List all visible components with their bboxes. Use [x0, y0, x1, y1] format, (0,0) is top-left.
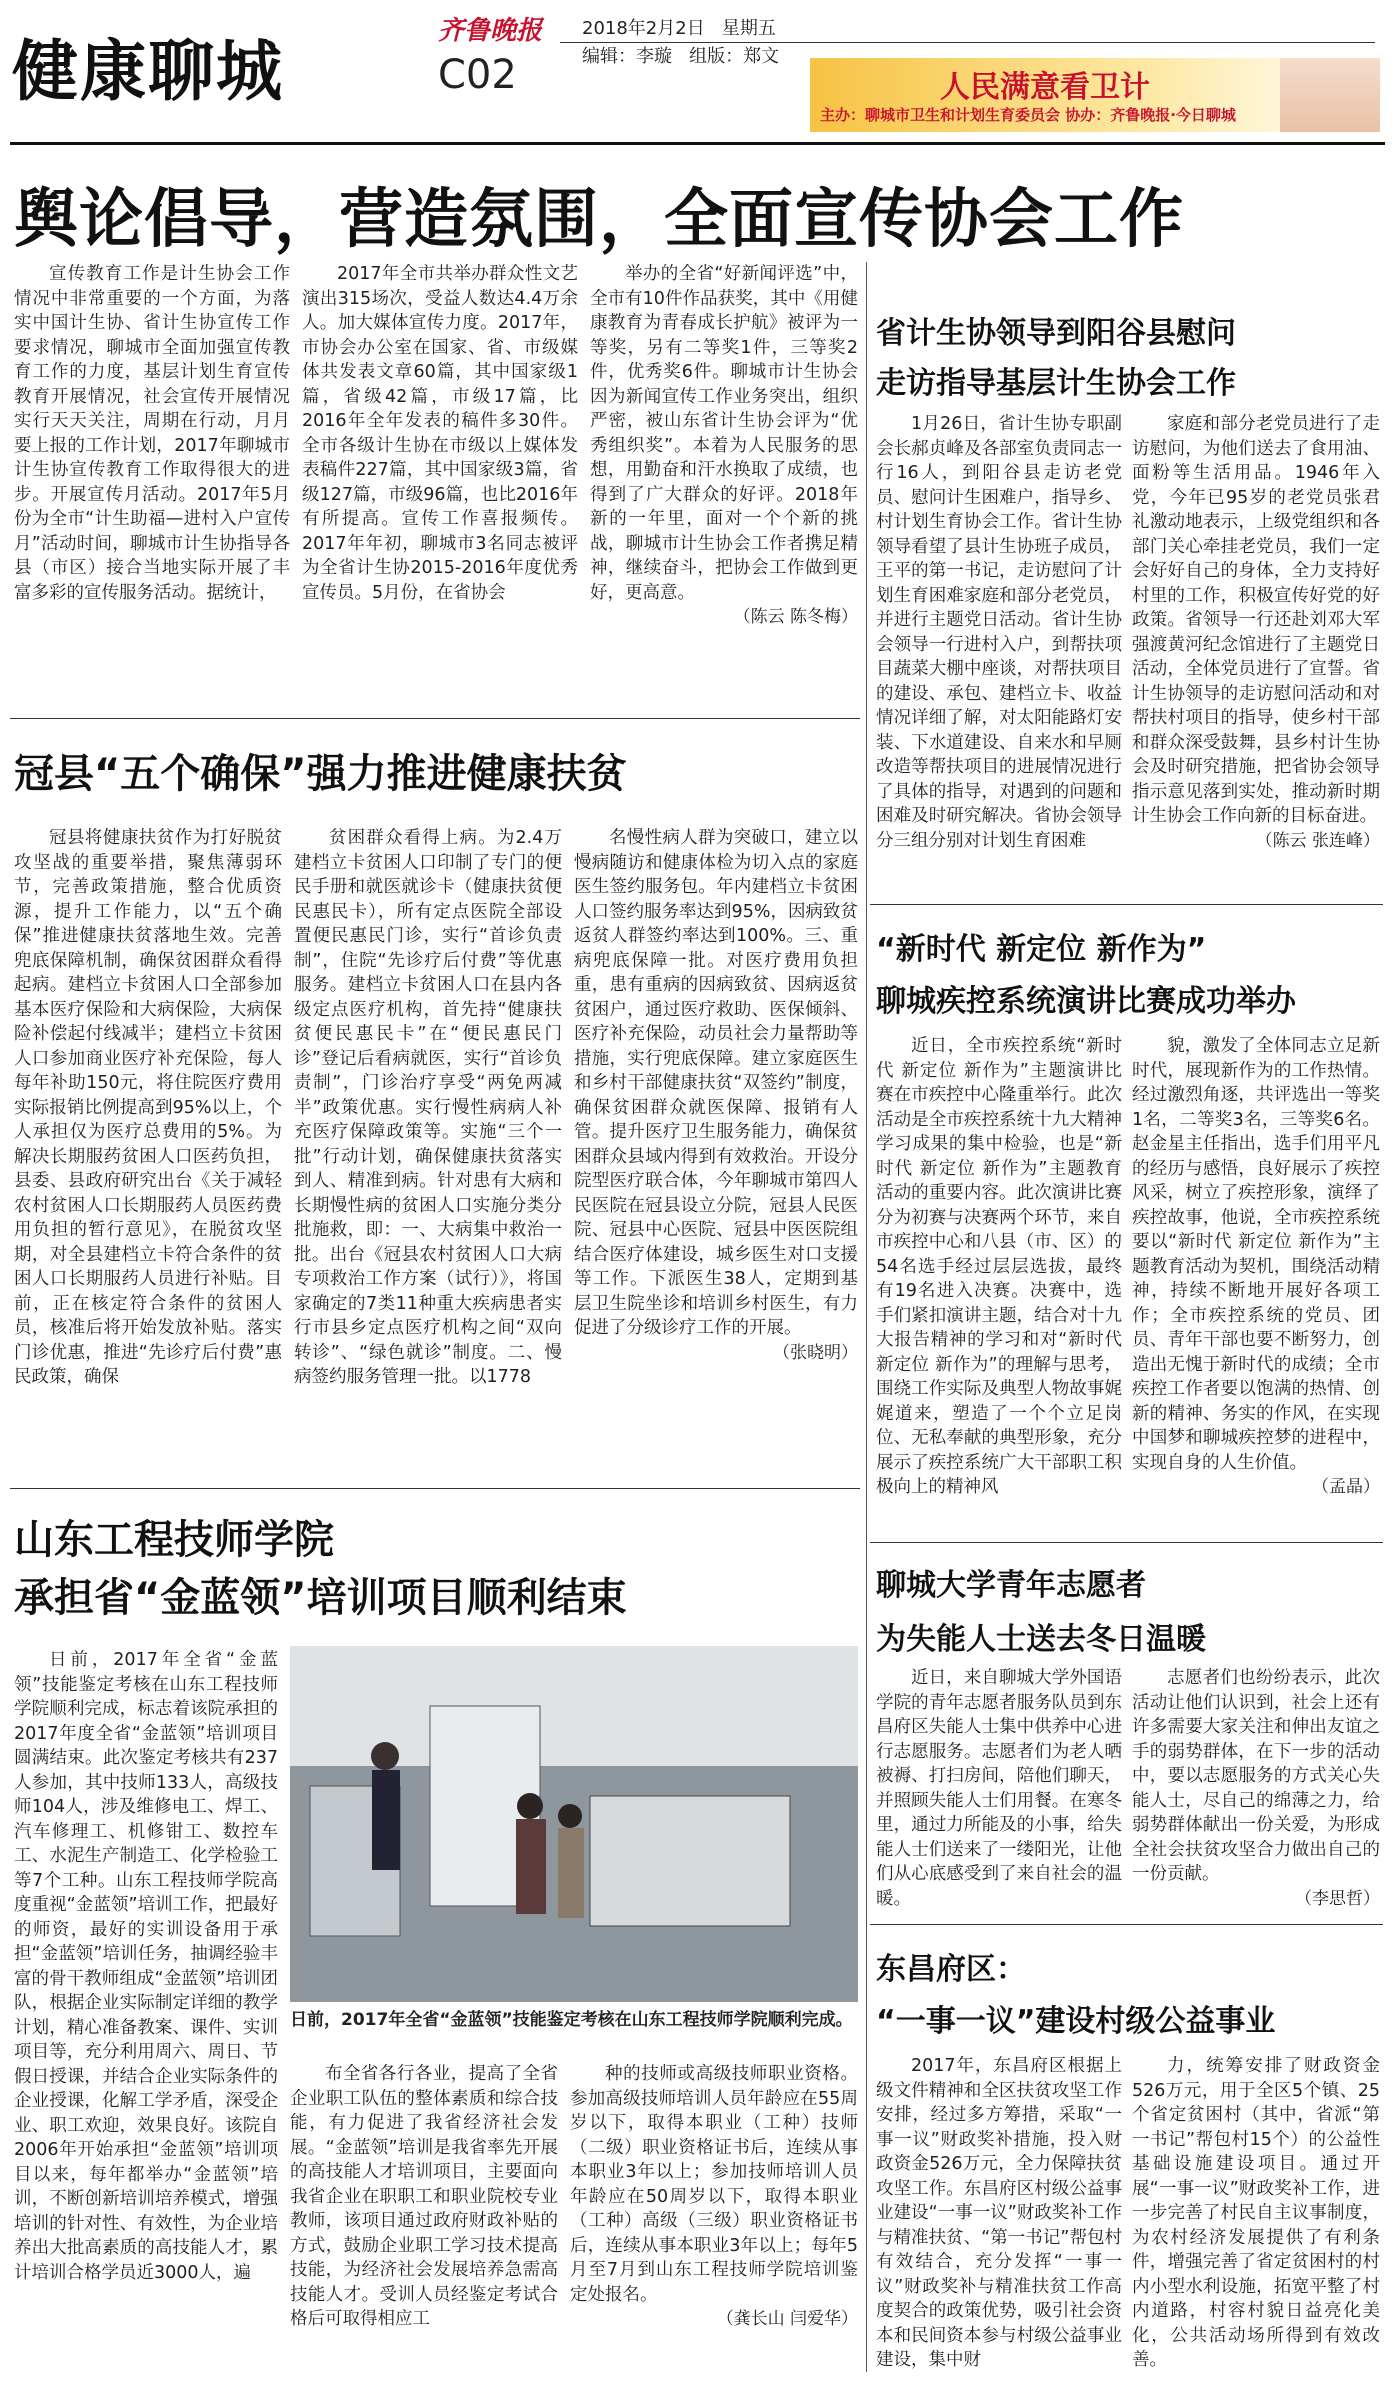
article6-byline: （李思哲） — [1295, 1888, 1380, 1909]
article1-column-2 — [302, 262, 578, 605]
article2-text-1: 冠县将健康扶贫作为打好脱贫攻坚战的重要举措，聚焦薄弱环节，完善政策措施，整合优质资源，提升工作能力，以“五个确保”推进健康扶贫落地生效。完善兜底保障机制，确保贫困群众看得起病。建档立卡贫困人口全部参加基本医疗保险和大病保险，大病保险补偿起付线减半；建档立卡贫困人口参加商业医疗补充保险，每人每年补助150元，将住院医疗费用实际报销比例提高到95%以上，个人承担仅为医疗总费用的5%。为解决长期服药贫困人口医药负担，县委、县政府研究出台《关于减轻农村贫困人口长期服药人员医药费用负担的暂行意见》，在脱贫攻坚期，对全县建档立卡符合条件的贫困人口长期服药人员进行补贴。目前，正在核定符合条件的贫困人员，核准后将开始发放补贴。落实门诊优惠，推进“先诊疗后付费”惠民政策，确保 — [14, 828, 282, 1387]
article5-text-1: 近日，全市疾控系统“新时代 新定位 新作为”主题演讲比赛在市疾控中心隆重举行。此次活动是全市疾控系统十九大精神学习成果的集中检验，也是“新时代 新定位 新作为”主题教育活动的重要内容。此次演讲比赛分为初赛与决赛两个环节，来自市疾控中心和八县（市、区）的54名选手经过层层选拔，最终有19名进入决赛。决赛中，选手们紧扣演讲主题，结合对十九大报告精神的学习和对“新时代 新定位 新作为”的理解与思考，围绕工作实际及典型人物故事娓娓道来，塑造了一个个立足岗位、无私奉献的典型形象，充分展示了疾控系统广大干部职工积极向上的精神风 — [876, 1036, 1122, 1497]
article4-headline-2: 走访指导基层计生协会工作 — [876, 366, 1236, 401]
article5-byline: （孟晶） — [1312, 1477, 1380, 1497]
article3-text-3: 种的技师或高级技师职业资格。参加高级技师培训人员年龄应在55周岁以下，取得本职业（工种）技师（二级）职业资格证书后，连续从事本职业3年以上；参加技师培训人员年龄应在50周岁以下，取得本职业（工种）高级（三级）职业资格证书后，连续从事本职业3年以上；每年5月至7月到山东工程技师学院培训鉴定处报名。 — [570, 2064, 858, 2305]
article3-text-2: 布全省各行各业，提高了全省企业职工队伍的整体素质和综合技能，有力促进了我省经济社会发展。“金蓝领”培训是我省率先开展的高技能人才培训项目，主要面向我省企业在职职工和职业院校专业教师，该项目通过政府财政补贴的方式，鼓励企业职工学习技术提高技能，为经济社会发展培养急需高技能人才。受训人员经鉴定考试合格后可取得相应工 — [290, 2064, 558, 2329]
article7-headline-2: “一事一议”建设村级公益事业 — [876, 2004, 1276, 2039]
article2-headline: 冠县“五个确保”强力推进健康扶贫 — [14, 751, 627, 797]
brand-title: 健康聊城 — [12, 33, 284, 110]
issue-date: 2018年2月2日 — [582, 18, 705, 39]
article5-headline-1: “新时代 新定位 新作为” — [876, 932, 1207, 967]
page-number: C02 — [438, 52, 517, 98]
issue-weekday: 星期五 — [721, 18, 776, 39]
article4-text-2: 家庭和部分老党员进行了走访慰问，为他们送去了食用油、面粉等生活用品。1946年入党，今年已95岁的老党员张君礼激动地表示，上级党组织和各部门关心牵挂老党员，我们一定会好好自己的身体，全力支持好村里的工作，积极宣传好党的好政策。省领导一行还赴刘邓大军强渡黄河纪念馆进行了主题党日活动，全体党员进行了宣誓。省计生协领导的走访慰问活动和对帮扶村项目的指导，使乡村干部和群众深受鼓舞，县乡村计生协会及时研究措施，把省协会领导指示意见落到实处，推动新时期计生协会工作向新的目标奋进。 — [1132, 414, 1380, 826]
photo-caption: 日前，2017年全省“金蓝领”技能鉴定考核在山东工程技师学院顺利完成。 — [290, 2010, 853, 2030]
article7-headline-1: 东昌府区： — [876, 1952, 1026, 1987]
article7-text-2: 力，统筹安排了财政资金526万元，用于全区5个镇、25个省定贫困村（其中，省派“第一书记”帮包村15个）的公益性基础设施建设项目。通过开展“一事一议”财政奖补工作，进一步完善了村民自主议事制度，为农村经济发展提供了有利条件，增强完善了省定贫困村的村内小型水利设施，拓宽平整了村内道路，村容村貌日益亮化美化，公共活动场所得到有效改善。 — [1132, 2056, 1380, 2370]
article1-text-2: 2017年全市共举办群众性文艺演出315场次，受益人数达4.4万余人。加大媒体宣传力度。2017年，市协会办公室在国家、省、市级媒体共发表文章60篇，其中国家级1篇，省级42篇，市级17篇，比2016年全年发表的稿件多30件。全市各级计生协在市级以上媒体发表稿件227篇，其中国家级3篇，省级127篇，市级96篇，也比2016年有所提高。宣传工作喜报频传。2017年年初，聊城市3名同志被评为全省计生协2015-2016年度优秀宣传员。5月份，在省协会 — [302, 264, 578, 603]
article4-text-1: 1月26日，省计生协专职副会长郝贞峰及各部室负责同志一行16人，到阳谷县走访老党员、慰问计生困难户，指导乡、村计划生育协会工作。省计生协领导看望了县计生协班子成员，王平的第一书记，走访慰问了计划生育困难家庭和部分老党员，并进行主题党日活动。省计生协会领导一行进村入户，到帮扶项目蔬菜大棚中座谈，对帮扶项目的建设、承包、建档立卡、收益情况详细了解，对太阳能路灯安装、下水道建设、自来水和早厕改造等帮扶项目的进展情况进行了具体的指导，对遇到的问题和困难及时研究解决。省协会领导分三组分别对计划生育困难 — [876, 414, 1122, 851]
article1-column-3 — [590, 262, 858, 630]
masthead-rule — [10, 142, 1385, 145]
article5-column-2 — [1132, 1034, 1380, 1500]
article2-column-1 — [14, 826, 282, 1390]
article3-headline-2: 承担省“金蓝领”培训项目顺利结束 — [14, 1575, 627, 1621]
masthead-divider — [560, 42, 1375, 43]
article3-text-1: 日前，2017年全省“金蓝领”技能鉴定考核在山东工程技师学院顺利完成，标志着该院承担的2017年度全省“金蓝领”培训项目圆满结束。此次鉴定考核共有237人参加，其中技师133人，高级技师104人，涉及维修电工、焊工、汽车修理工、机修钳工、数控车工、水泥生产制造工、化学检验工等7个工种。山东工程技师学院高度重视“金蓝领”培训工作，把最好的师资，最好的实训设备用于承担“金蓝领”培训任务，抽调经验丰富的骨干教师组成“金蓝领”培训团队，根据企业实际制定详细的教学计划，精心准备教案、课件、实训项目等，充分利用周六、周日、节假日授课，并结合企业实际条件的企业授课，化解工学矛盾，深受企业、职工欢迎，效果良好。该院自2006年开始承担“金蓝领”培训项目以来，每年都举办“金蓝领”培训，不断创新培训培养模式，增强培训的针对性、有效性，为企业培养出大批高素质的高技能人才，累计培训合格学员近3000人，遍 — [14, 1650, 278, 2283]
article2-byline: （张晓明） — [773, 1342, 858, 1363]
article4-column-2 — [1132, 412, 1380, 853]
article3-column-2 — [290, 2062, 558, 2332]
nurse-image — [1280, 58, 1380, 132]
banner-subtitle: 主办：聊城市卫生和计划生育委员会 协办：齐鲁晚报·今日聊城 — [820, 106, 1236, 124]
article5-text-2: 貌，激发了全体同志立足新时代，展现新作为的工作热情。经过激烈角逐，共评选出一等奖1名，二等奖3名，三等奖6名。赵金星主任指出，选手们用平凡的经历与感悟，良好展示了疾控风采，树立了疾控形象，演绎了疾控故事，他说，全市疾控系统要以“新时代 新定位 新作为”主题教育活动为契机，围绕活动精神，持续不断地开展好各项工作；全市疾控系统的党员、团员、青年干部也要不断努力，创造出无愧于新时代的成绩；全市疾控工作者要以饱满的热情、创新的精神、务实的作风，在实现中国梦和聊城疾控梦的进程中，实现自身的人生价值。 — [1132, 1036, 1380, 1473]
article4-headline-1: 省计生协领导到阳谷县慰问 — [876, 316, 1236, 351]
article4-column-1 — [876, 412, 1122, 853]
divider — [870, 1924, 1383, 1925]
divider — [870, 1542, 1383, 1543]
article4-byline: （陈云 张连峰） — [1255, 830, 1380, 851]
article3-byline: （龚长山 闫爱华） — [716, 2309, 858, 2329]
article7-column-2 — [1132, 2054, 1380, 2373]
article2-column-3 — [574, 826, 858, 1365]
article6-headline-2: 为失能人士送去冬日温暖 — [876, 1622, 1206, 1657]
training-photo-scene — [290, 1646, 858, 2002]
article1-text-3: 举办的全省“好新闻评选”中，全市有10件作品获奖，其中《用健康教育为青春成长护航》被评为一等奖，另有二等奖1件，三等奖2件，优秀奖6件。聊城市计生协会因为新闻宣传工作业务突出，组织严密，被山东省计生协会评为“优秀组织奖”。本着为人民服务的思想，用勤奋和汗水换取了成绩，也得到了广大群众的好评。2018年新的一年里，面对一个个新的挑战，聊城市计生协会工作者携足精神，继续奋斗，把协会工作做到更好，更高意。 — [590, 264, 858, 603]
training-photo — [290, 1646, 858, 2002]
article5-column-1 — [876, 1034, 1122, 1500]
article6-text-2: 志愿者们也纷纷表示，此次活动让他们认识到，社会上还有许多需要大家关注和伸出友谊之手的弱势群体，在下一步的活动中，要以志愿服务的方式关心失能人士，尽自己的绵薄之力，给弱势群体献出一份关爱，为形成全社会扶贫攻坚合力做出自己的一份贡献。 — [1132, 1668, 1380, 1884]
article7-column-1 — [876, 2054, 1122, 2373]
newspaper-logo: 齐鲁晚报 — [438, 16, 543, 46]
article3-column-3 — [570, 2062, 858, 2332]
article2-text-2: 贫困群众看得上病。为2.4万建档立卡贫困人口印制了专门的便民手册和就医就诊卡（健康扶贫便民惠民卡），所有定点医院全部设置便民惠民门诊，实行“首诊负责制”，住院“先诊疗后付费”等优惠服务。建档立卡贫困人口在县内各级定点医疗机构，首先持“健康扶贫便民惠民卡”在“便民惠民门诊”登记后看病就医，实行“首诊负责制”，门诊治疗享受“两免两减半”政策优惠。实行慢性病病人补充医疗保障政策等。实施“三个一批”行动计划，确保健康扶贫落实到人、精准到病。针对患有大病和长期慢性病的贫困人口实施分类分批施救，即：一、大病集中救治一批。出台《冠县农村贫困人口大病专项救治工作方案（试行）》，将国家确定的7类11种重大疾病患者实行市县乡定点医疗机构之间“双向转诊”、“绿色就诊”制度。二、慢病签约服务管理一批。以1778 — [294, 828, 562, 1387]
article5-headline-2: 聊城疾控系统演讲比赛成功举办 — [876, 984, 1296, 1019]
article2-column-2 — [294, 826, 562, 1390]
article1-headline: 舆论倡导，营造氛围，全面宣传协会工作 — [14, 183, 1184, 257]
article3-column-1 — [14, 1648, 278, 2285]
issue-date-line — [582, 16, 776, 42]
divider — [10, 1488, 860, 1489]
article6-column-2 — [1132, 1666, 1380, 1911]
editor: 编辑：李璇 — [582, 46, 672, 67]
divider — [870, 904, 1383, 905]
article1-byline: （陈云 陈冬梅） — [733, 607, 858, 627]
article3-headline-1: 山东工程技师学院 — [14, 1517, 334, 1563]
divider — [10, 718, 860, 719]
layout-editor: 组版：郑文 — [689, 46, 780, 67]
column-banner — [810, 58, 1380, 132]
article2-text-3: 名慢性病人群为突破口，建立以慢病随访和健康体检为切入点的家庭医生签约服务包。年内建档立卡贫困人口签约服务率达到95%，因病致贫返贫人群签约率达到100%。三、重病兜底保障一批。对医疗费用负担重，患有重病的因病致贫、因病返贫贫困户，通过医疗救助、医保倾斜、医疗补充保险，动员社会力量帮助等措施，实行兜底保障。建立家庭医生和乡村干部健康扶贫“双签约”制度，确保贫困群众就医保障、报销有人管。提升医疗卫生服务能力，确保贫困群众县域内得到有效救治。开设分院型医疗联合体，今年聊城市第四人民医院在冠县设立分院，冠县人民医院、冠县中心医院、冠县中医医院组结合医疗体建设，城乡医生对口支援等工作。下派医生38人，定期到基层卫生院坐诊和培训乡村医生，有力促进了分级诊疗工作的开展。 — [574, 828, 858, 1338]
article7-text-1: 2017年，东昌府区根据上级文件精神和全区扶贫攻坚工作安排，经过多方筹措，采取“一事一议”财政奖补措施，投入财政资金526万元，全力保障扶贫攻坚工作。东昌府区村级公益事业建设“一事一议”财政奖补工作与精准扶贫、“第一书记”帮包村有效结合，充分发挥“一事一议”财政奖补与精准扶贫工作高度契合的政策优势，吸引社会资本和民间资本参与村级公益事业建设，集中财 — [876, 2056, 1122, 2370]
banner-title: 人民满意看卫计 — [940, 70, 1150, 105]
article1-text-1: 宣传教育工作是计生协会工作情况中非常重要的一个方面，为落实中国计生协、省计生协宣传工作要求情况，聊城市全面加强宣传教育工作的力度，基层计划生育宣传教育开展情况，社会宣传开展情况实行天天关注，周期在行动，月月要上报的工作计划，2017年聊城市计生协宣传教育工作取得很大的进步。开展宣传月活动。2017年5月份为全市“计生助福—进村入户宣传月”活动时间，聊城市计生协指导各县（市区）接合当地实际开展了丰富多彩的宣传服务活动。据统计， — [14, 264, 290, 603]
editor-line — [582, 42, 779, 68]
column-divider — [866, 262, 867, 2372]
article6-text-1: 近日，来自聊城大学外国语学院的青年志愿者服务队员到东昌府区失能人士集中供养中心进行志愿服务。志愿者们为老人晒被褥、打扫房间，陪他们聊天，并照顾失能人士们用餐。在寒冬里，通过力所能及的小事，给失能人士们送来了一缕阳光，让他们从心底感受到了来自社会的温暖。 — [876, 1668, 1122, 1909]
article6-headline-1: 聊城大学青年志愿者 — [876, 1568, 1146, 1603]
article6-column-1 — [876, 1666, 1122, 1911]
article1-column-1 — [14, 262, 290, 605]
